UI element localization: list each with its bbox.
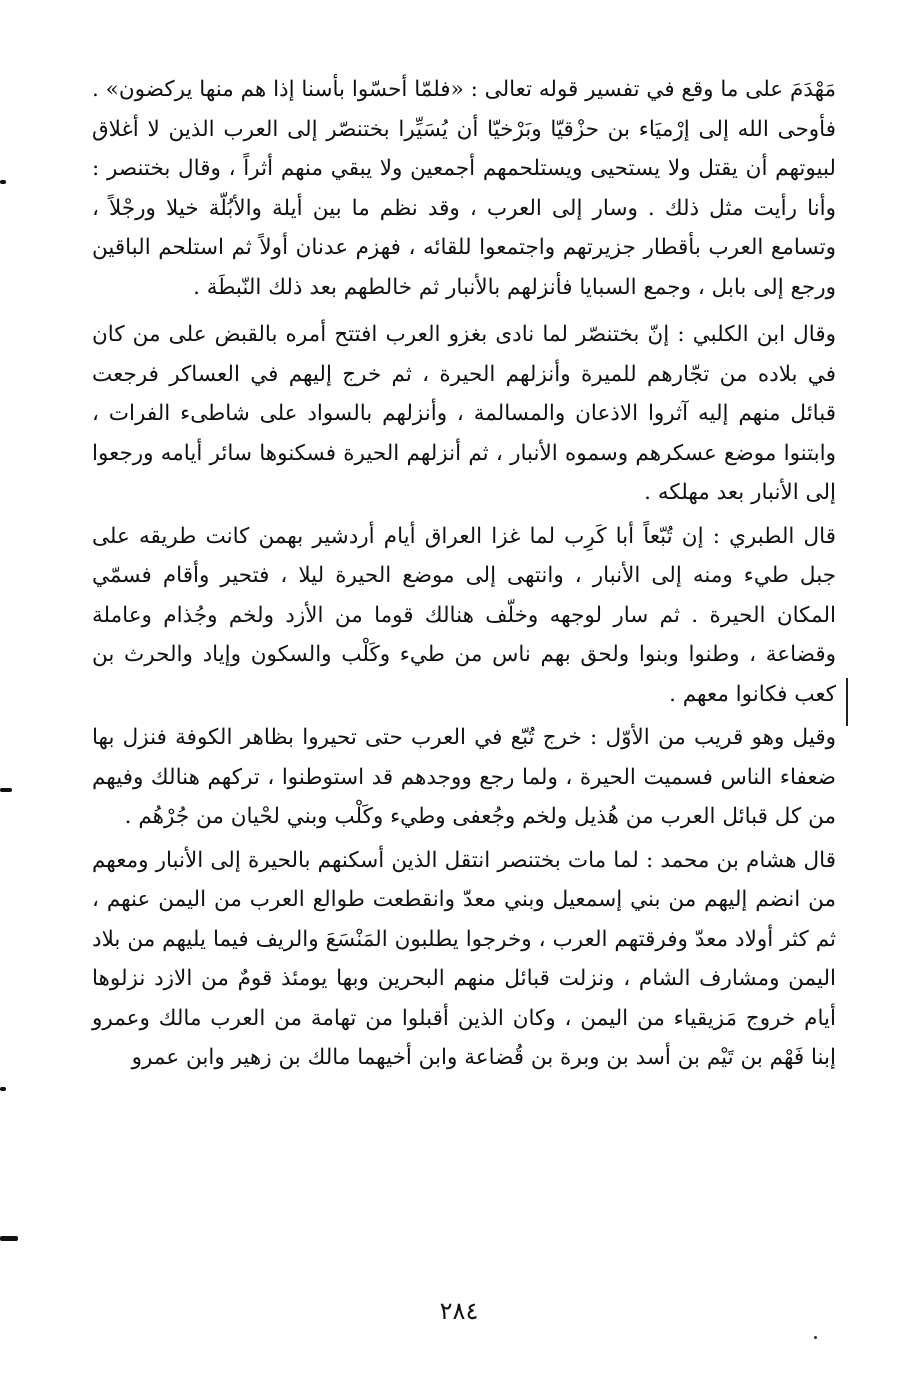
paragraph-5: قال هشام بن محمد : لما مات بختنصر انتقل الذين أسكنهم بالحيرة إلى الأنبار ومعهم من انضم إليهم من بني إسمعيل وبني معدّ وانقطعت طوالع العرب من اليمن عنهم ، ثم كثر أولاد معدّ وفرقتهم العرب ، وخرجوا يطلبون المَنْسَعَ والريف فيما يليهم من بلاد اليمن ومشارف الشام ، ونزلت قبائل منهم البحرين وبها يومئذ قومٌ من الازد نزلوها أيام خروج مَزيقياء من اليمن ، وكان الذين أقبلوا من تهامة من العرب مالك وعمرو إبنا فَهْم بن تَيْم بن أسد بن وبرة بن قُضاعة وابن أخيهما مالك بن زهير وابن عمرو xyxy=(92,847,836,1070)
margin-rule xyxy=(846,678,848,726)
paragraph-4: وقيل وهو قريب من الأوّل : خرج تُبّع في العرب حتى تحيروا بظاهر الكوفة فنزل بها ضعفاء الناس فسميت الحيرة ، ولما رجع ووجدهم قد استوطنوا ، تركهم هنالك وفيهم من كل قبائل العرب من هُذيل ولخم وجُعفى وطيء وكَلْب وبني لحْيان من جُرْهُم . xyxy=(92,725,836,829)
scan-edge-mark xyxy=(0,180,6,184)
paragraph-1: مَهْدَمَ على ما وقع في تفسير قوله تعالى : «فلمّا أحسّوا بأسنا إذا هم منها يركضون» . فأوحى الله إلى إرْميَاء بن حزْقيّا وبَرْخيّا أن يُسَيِّرا بختنصّر إلى العرب الذين لا أغلاق لبيوتهم أن يقتل ولا يستحيى ويستلحمهم أجمعين ولا يبقي منهم أثراً ، وقال بختنصر : وأنا رأيت مثل ذلك . وسار إلى العرب ، وقد نظم ما بين أيلة والأبُلّة خيلا ورجْلاً ، وتسامع العرب بأقطار جزيرتهم واجتمعوا للقائه ، فهزم عدنان أولاً ثم استلحم الباقين ورجع إلى بابل ، وجمع السبايا فأنزلهم بالأنبار ثم خالطهم بعد ذلك النّبطَة . xyxy=(92,77,836,300)
paragraph-2: وقال ابن الكلبي : إنّ بختنصّر لما نادى بغزو العرب افتتح أمره بالقبض على من كان في بلاده من تجّارهم للميرة وأنزلهم الحيرة ، ثم خرج إليهم في العساكر فرجعت قبائل منهم إليه آثروا الاذعان والمسالمة ، وأنزلهم بالسواد على شاطىء الفرات ، وابتنوا موضع عسكرهم وسموه الأنبار ، ثم أنزلهم الحيرة فسكنوها سائر أيامه ورجعوا إلى الأنبار بعد مهلكه . xyxy=(92,322,836,505)
scan-dot xyxy=(814,1336,817,1339)
paragraph-3: قال الطبري : إن تُبّعاً أبا كَرِب لما غزا العراق أيام أردشير بهمن كانت طريقه على جبل طيء ومنه إلى الأنبار ، وانتهى إلى موضع الحيرة ليلا ، فتحير وأقام فسمّي المكان الحيرة . ثم سار لوجهه وخلّف هنالك قوما من الأزد ولخم وجُذام وعاملة وقضاعة ، وطنوا وبنوا ولحق بهم ناس من طيء وكَلْب والسكون وإياد والحرث بن كعب فكانوا معهم . xyxy=(92,523,836,707)
scan-edge-mark xyxy=(0,1236,18,1241)
body-text xyxy=(92,70,836,1082)
scan-edge-mark xyxy=(0,1087,6,1091)
page-number: ٢٨٤ xyxy=(439,1297,479,1325)
scan-edge-mark xyxy=(0,788,12,792)
